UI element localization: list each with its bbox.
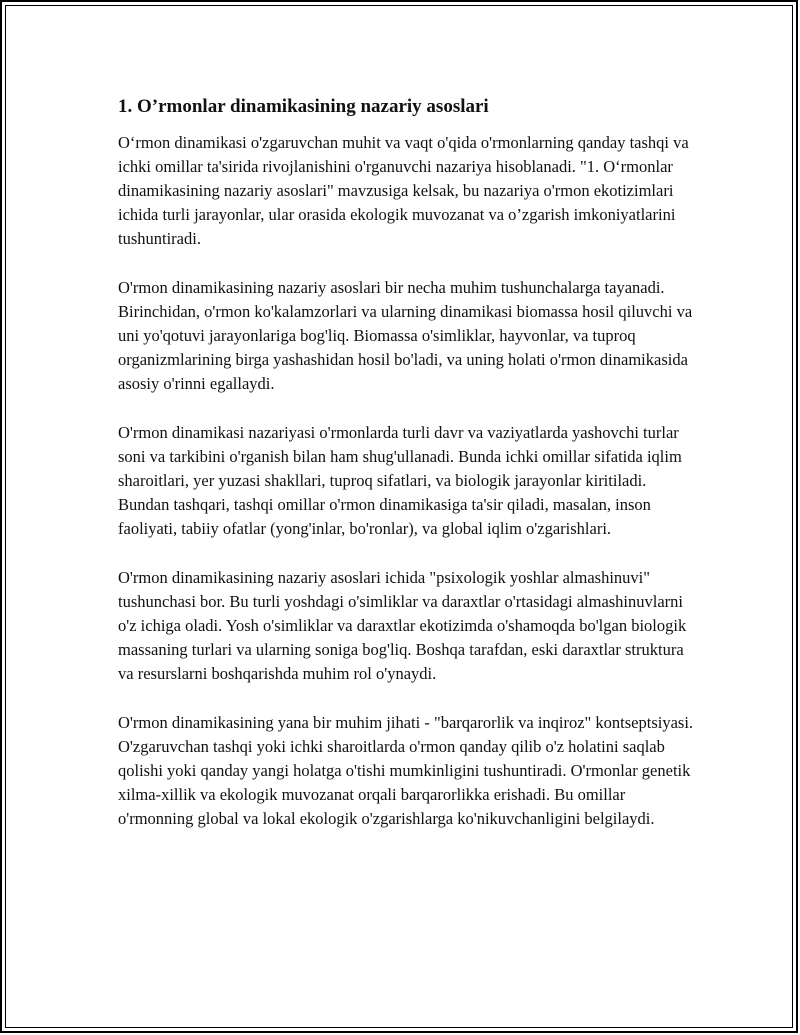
paragraph-3: O'rmon dinamikasi nazariyasi o'rmonlarda turli davr va vaziyatlarda yashovchi turlar soni va tarkibini o'rganish bilan ham shug'ullanadi. Bunda ichki omillar sifatida iqlim sharoitlari, yer yuzasi shakllari, tuproq sifatlari, va biologik jarayonlar kiritiladi. Bundan tashqari, tashqi omillar o'rmon dinamikasiga ta'sir qiladi, masalan, inson faoliyati, tabiiy ofatlar (yong'inlar, bo'ronlar), va global iqlim o'zgarishlari.: [118, 423, 682, 538]
paragraph-4: O'rmon dinamikasining nazariy asoslari ichida "psixologik yoshlar almashinuvi" tushunchasi bor. Bu turli yoshdagi o'simliklar va daraxtlar o'rtasidagi almashinuvlarni o'z ichiga oladi. Yosh o'simliklar va daraxtlar ekotizimda o'shamoqda bo'lgan biologik massaning turlari va ularning soniga bog'liq. Boshqa tarafdan, eski daraxtlar struktura va resurslarni boshqarishda muhim rol o'ynaydi.: [118, 568, 687, 683]
paragraph-2: O'rmon dinamikasining nazariy asoslari bir necha muhim tushunchalarga tayanadi. Birinchidan, o'rmon ko'kalamzorlari va ularning dinamikasi biomassa hosil qiluvchi va uni yo'qotuvi jarayonlariga bog'liq. Biomassa o'simliklar, hayvonlar, va tuproq organizmlarining birga yashashidan hosil bo'ladi, va uning holati o'rmon dinamikasida asosiy o'rinni egallaydi.: [118, 278, 693, 393]
paragraph-1: O‘rmon dinamikasi o'zgaruvchan muhit va vaqt o'qida o'rmonlarning qanday tashqi va ichki omillar ta'sirida rivojlanishini o'rganuvchi nazariya hisoblanadi. "1. O‘rmonlar dinamikasining nazariy asoslari" mavzusiga kelsak, bu nazariya o'rmon ekotizimlari ichida turli jarayonlar, ular orasida ekologik muvozanat va o’zgarish imkoniyatlarini tushuntiradi.: [118, 133, 689, 248]
paragraph-5: O'rmon dinamikasining yana bir muhim jihati - "barqarorlik va inqiroz" kontseptsiyasi. O'zgaruvchan tashqi yoki ichki sharoitlarda o'rmon qanday qilib o'z holatini saqlab qolishi yoki qanday yangi holatga o'tishi mumkinligini tushuntiradi. O'rmonlar genetik xilma-xillik va ekologik muvozanat orqali barqarorlikka erishadi. Bu omillar o'rmonning global va lokal ekologik o'zgarishlarga ko'nikuvchanligini belgilaydi.: [118, 713, 694, 828]
section-heading: 1. O’rmonlar dinamikasining nazariy asoslari: [118, 96, 489, 117]
document-body: [118, 95, 698, 856]
